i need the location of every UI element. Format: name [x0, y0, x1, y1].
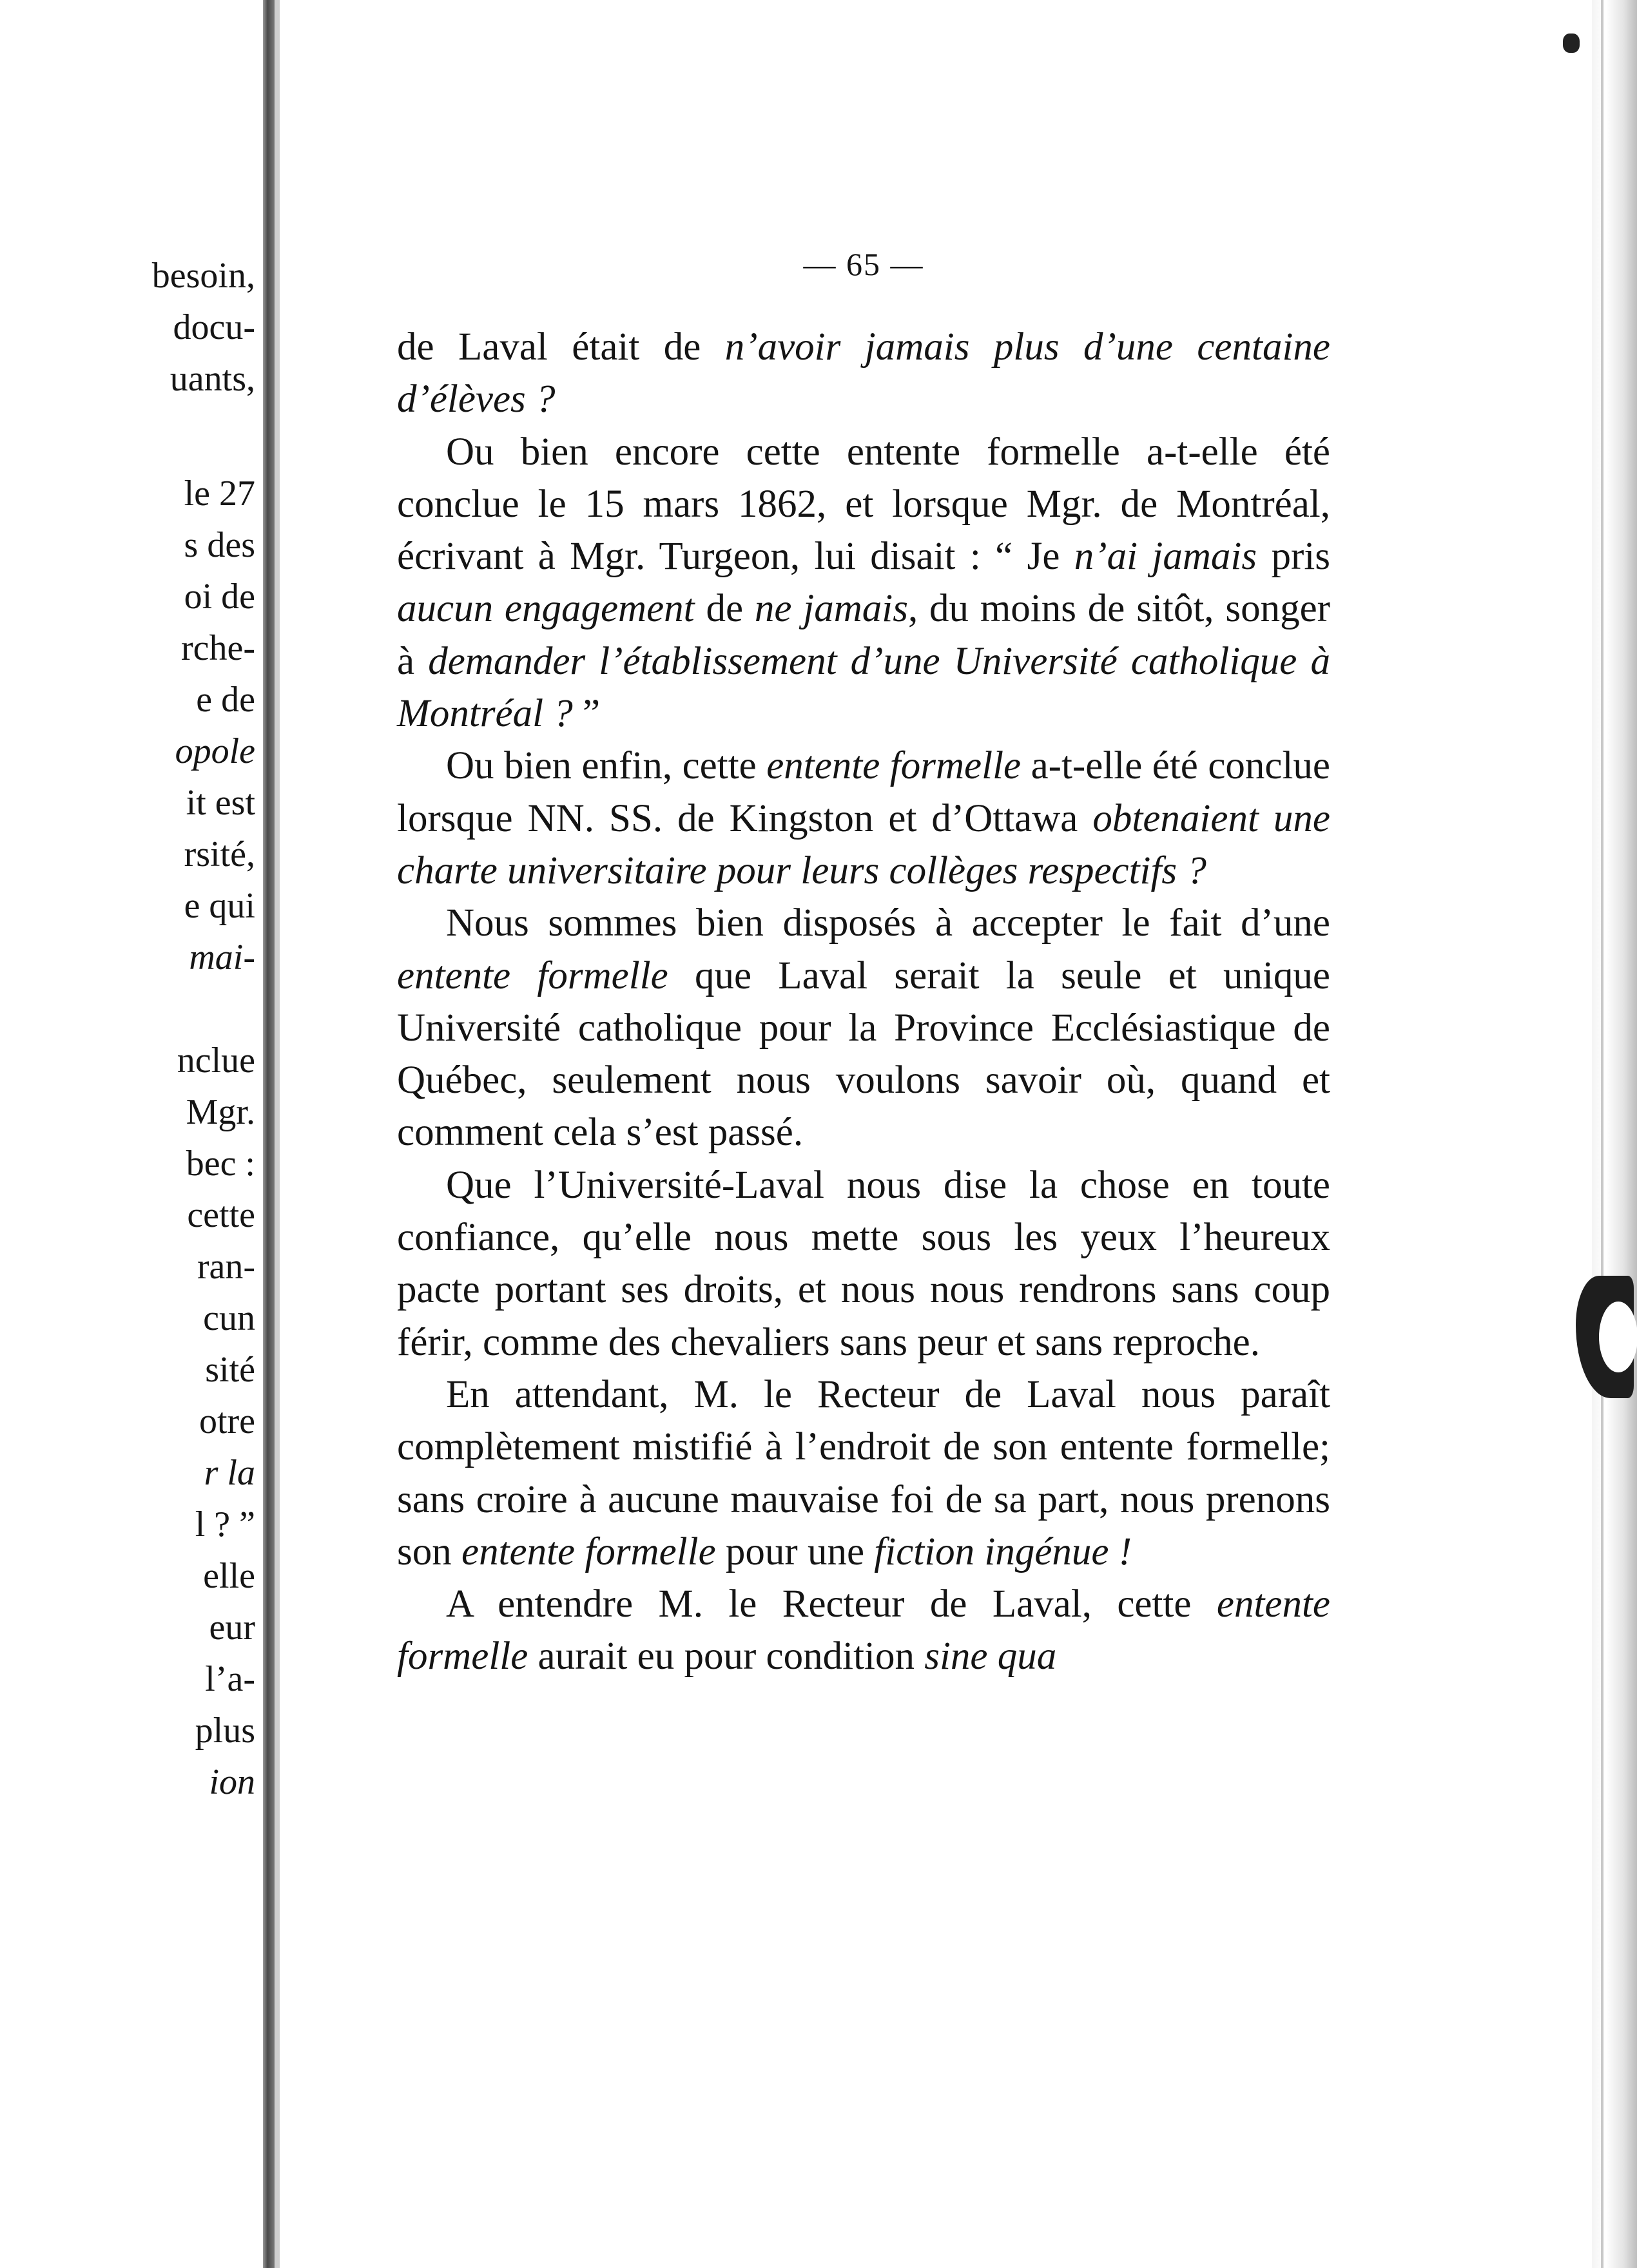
paragraph: [397, 1578, 1330, 1683]
paragraph: [397, 1159, 1330, 1369]
italic-run: entente formelle: [461, 1530, 716, 1573]
italic-run: entente formelle: [397, 1582, 1330, 1678]
text-run: aurait eu pour condition: [528, 1635, 925, 1678]
left-page-fragment: elle: [203, 1556, 255, 1596]
corner-mark: [1563, 34, 1580, 53]
left-page-fragment: sité: [205, 1350, 255, 1390]
text-run: Ou bien enfin, cette: [446, 744, 767, 788]
left-page-fragment: uants,: [170, 359, 255, 399]
italic-run: n’ai jamais: [1074, 535, 1257, 579]
text-run: Ou bien encore cette entente formelle a-t-elle été conclue le 15 mars 1862, et lorsque Mgr. de Montréal, écrivant à Mgr. Turgeon, lui disait : “ Je: [397, 430, 1330, 579]
left-page-fragment: nclue: [177, 1041, 255, 1081]
left-page-fragment: ran-: [197, 1247, 255, 1287]
right-page-edge: [1592, 0, 1637, 2268]
paragraph: [397, 426, 1330, 740]
italic-run: aucun engagement: [397, 587, 695, 631]
italic-run: demander l’établissement d’une Université catholique à Montréal ?: [397, 639, 1331, 736]
text-run: En attendant, M. le Recteur de Laval nous paraît complètement mistifié à l’endroit de son entente formelle; sans croire à aucune mauvaise foi de sa part, nous prenons son: [397, 1372, 1330, 1573]
left-page-fragment: e de: [196, 680, 255, 720]
left-page-fragment: eur: [209, 1608, 255, 1648]
text-run: Que l’Université-Laval nous dise la chose en toute confiance, qu’elle nous mette sous les yeux l’heureux pacte portant ses droits, et nous nous rendrons sans coup férir, comme des chevaliers sans peur et sans reproche.: [397, 1163, 1330, 1364]
page-number: — 65 —: [803, 246, 924, 282]
paragraph: [397, 321, 1330, 426]
left-page-fragment: le 27: [184, 474, 255, 514]
left-page-fragment: opole: [175, 731, 255, 771]
left-page-fragment: docu-: [173, 307, 255, 347]
paragraph: [397, 897, 1330, 1158]
text-run: ”: [572, 692, 601, 736]
left-page-fragment: otre: [199, 1401, 255, 1441]
left-page-fragment: rche-: [180, 628, 255, 668]
adjacent-left-page: [0, 0, 264, 2268]
left-page-fragment: l’a-: [205, 1659, 255, 1699]
left-page-fragment: Mgr.: [186, 1092, 255, 1132]
text-run: , du moins de sitôt, songer à: [397, 587, 1330, 683]
italic-run: fiction ingénue !: [874, 1530, 1132, 1573]
text-run: de Laval était de: [397, 325, 725, 369]
text-run: pour une: [715, 1530, 875, 1573]
page-text: [397, 321, 1330, 1683]
spine-edge: [275, 0, 280, 2268]
left-page-fragment: besoin,: [151, 256, 255, 296]
text-run: que Laval serait la seule et unique Université catholique pour la Province Ecclésiastique de Québec, seulement nous voulons savoir où, quand et comment cela s’est passé.: [397, 954, 1331, 1155]
italic-run: obtenaient une charte universitaire pour leurs collèges respectifs ?: [397, 796, 1330, 892]
left-page-fragment: cette: [187, 1195, 255, 1235]
left-page-fragment: l ? ”: [195, 1504, 255, 1544]
italic-run: n’avoir jamais plus d’une centaine d’élèves ?: [397, 325, 1330, 421]
left-page-fragment: cun: [203, 1298, 255, 1338]
italic-run: entente formelle: [766, 744, 1022, 788]
left-page-fragment: bec :: [186, 1144, 255, 1184]
left-page-fragment: s des: [184, 525, 255, 565]
text-run: pris: [1257, 535, 1331, 579]
left-page-fragment: it est: [186, 783, 255, 823]
left-page-fragment: rsité,: [184, 834, 255, 874]
text-run: a-t-elle été conclue lorsque NN. SS. de Kingston et d’Ottawa: [397, 744, 1330, 840]
left-page-fragment: r la: [204, 1453, 255, 1493]
left-page-fragment: plus: [195, 1711, 255, 1751]
italic-run: entente formelle: [397, 954, 668, 997]
left-page-fragment: mai-: [189, 937, 255, 977]
paragraph: [397, 1369, 1330, 1578]
book-spine: [263, 0, 275, 2268]
text-run: Nous sommes bien disposés à accepter le fait d’une: [446, 901, 1330, 945]
left-page-fragment: ion: [209, 1762, 255, 1802]
italic-run: ne jamais: [754, 587, 908, 631]
text-run: de: [694, 587, 755, 631]
left-page-fragment: oi de: [184, 577, 255, 617]
italic-run: sine qua: [924, 1635, 1057, 1678]
paragraph: [397, 740, 1330, 897]
text-run: A entendre M. le Recteur de Laval, cette: [446, 1582, 1217, 1626]
left-page-fragment: e qui: [184, 886, 255, 926]
